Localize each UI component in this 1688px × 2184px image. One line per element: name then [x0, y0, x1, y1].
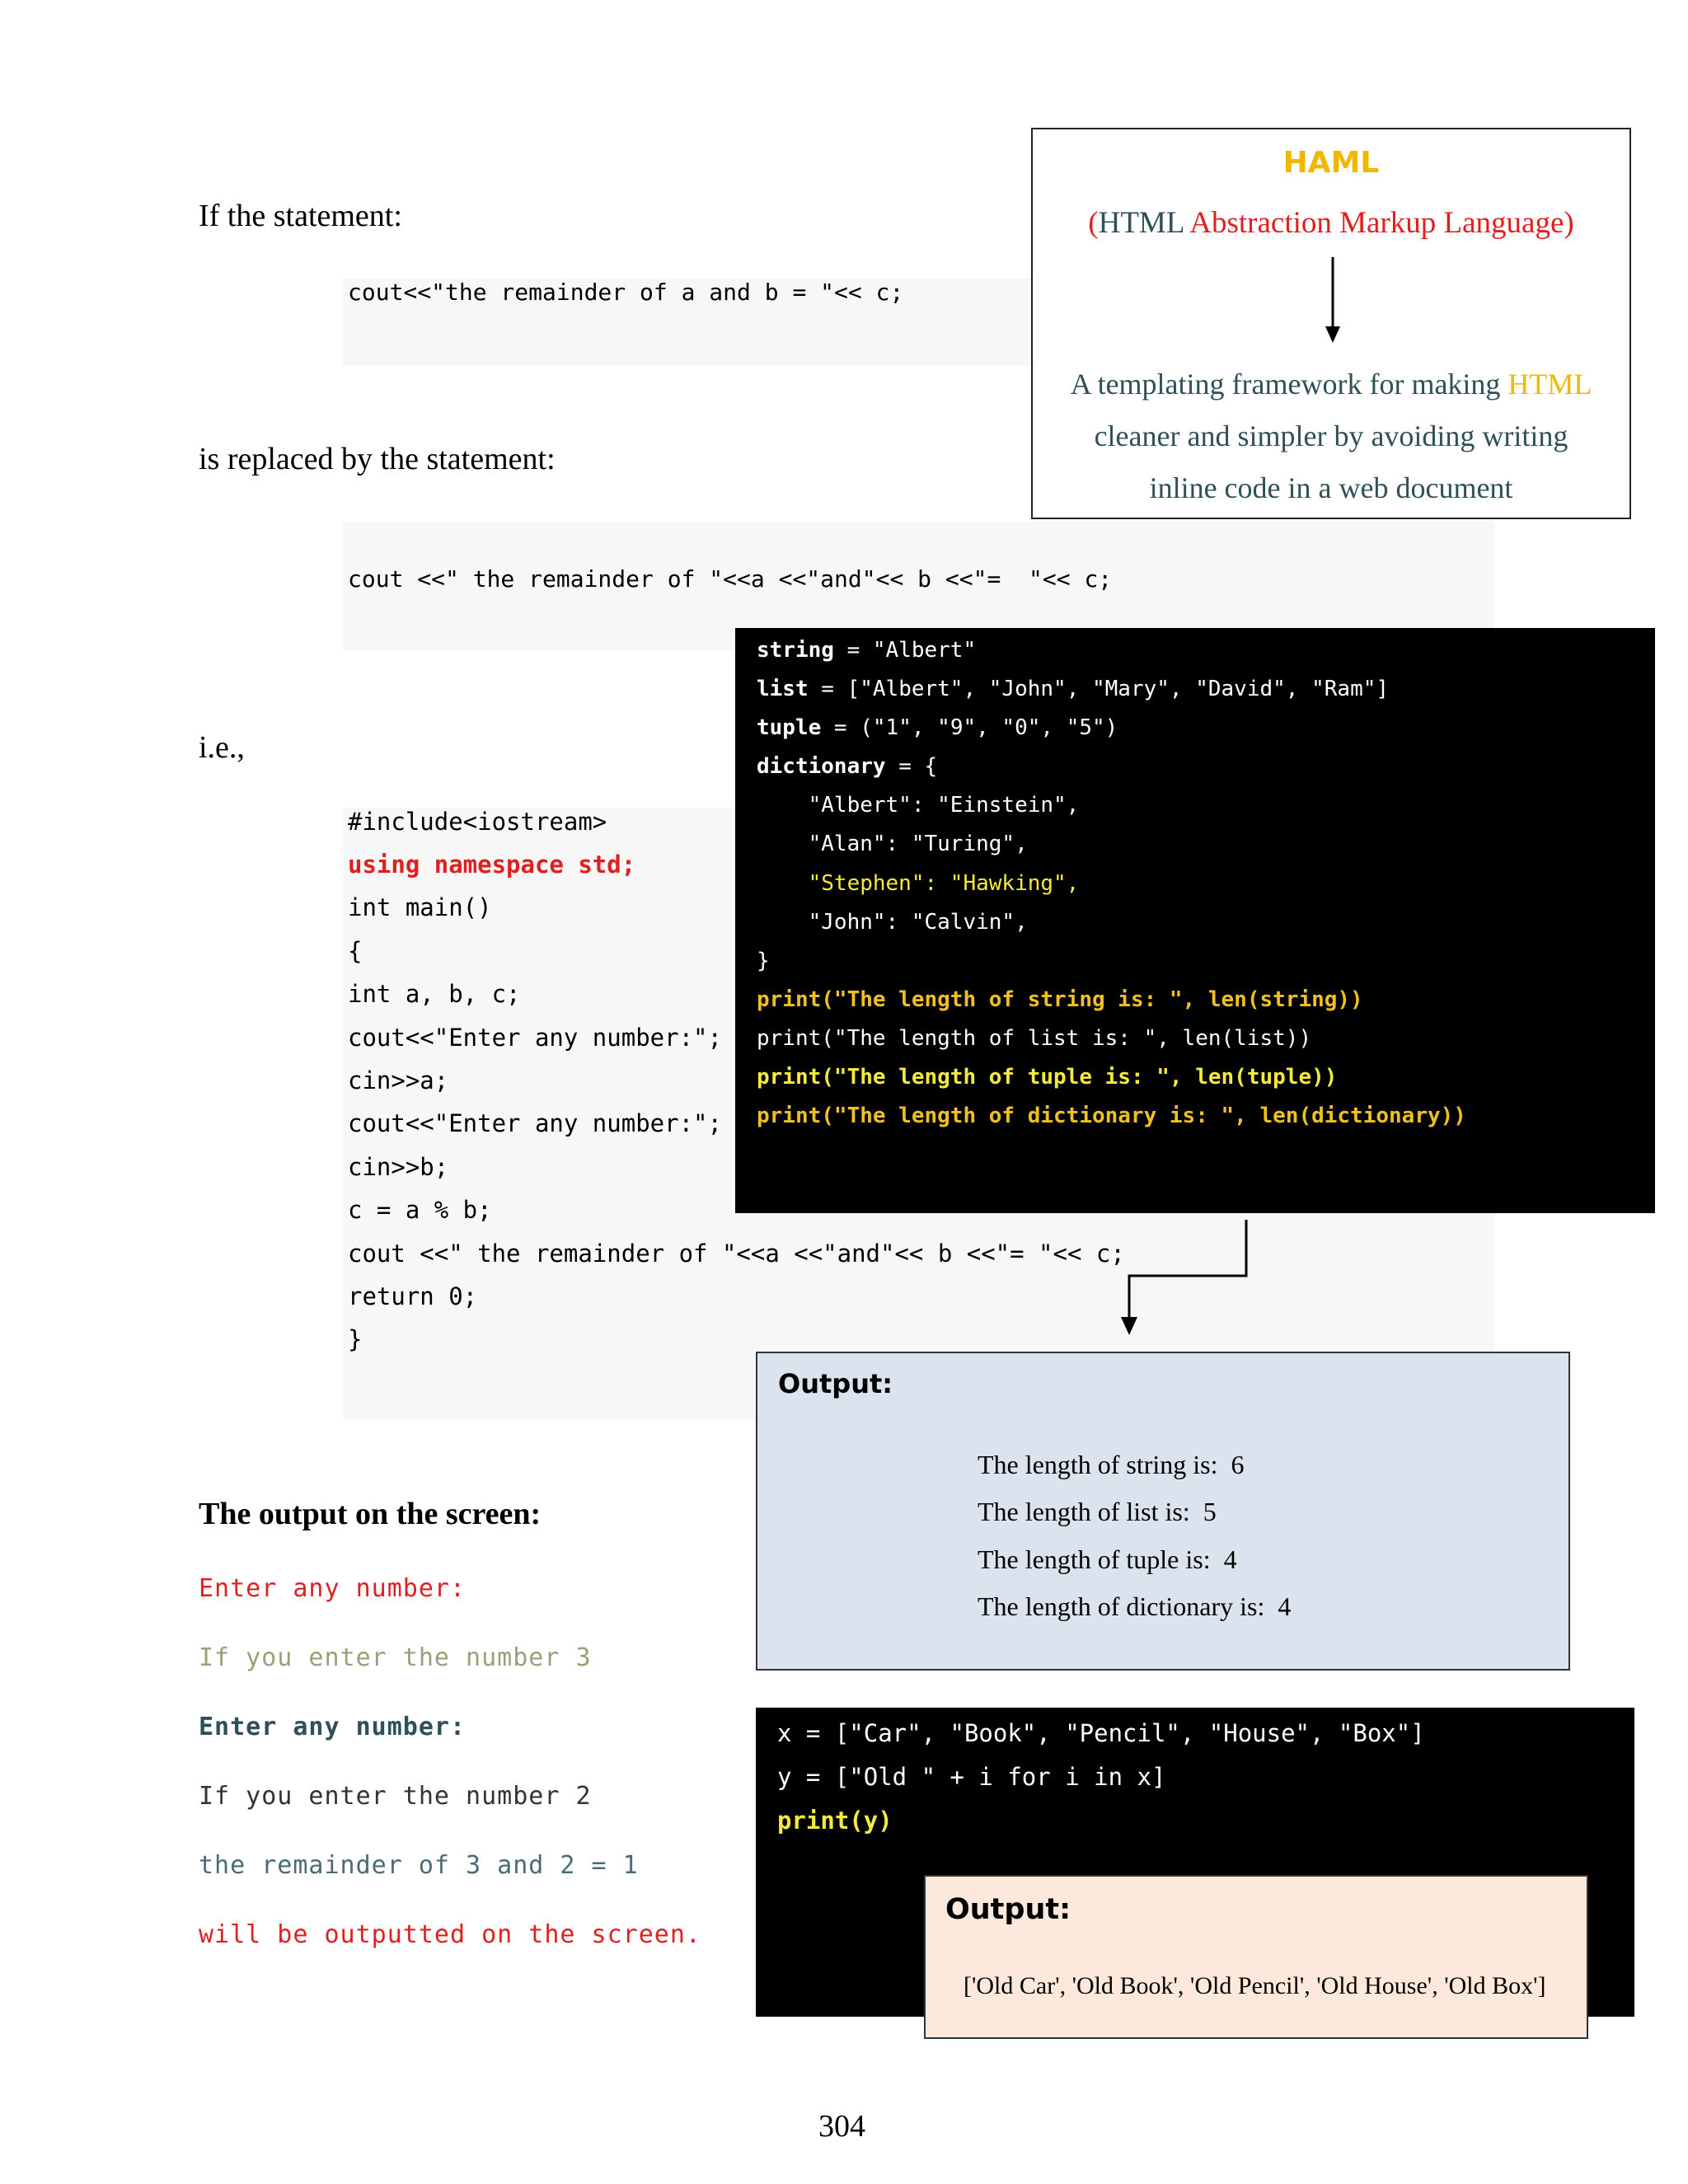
output-box-list — [924, 1875, 1588, 2039]
output-line: The length of dictionary is: 4 — [978, 1591, 1292, 1621]
screen-line: the remainder of 3 and 2 = 1 — [199, 1851, 639, 1880]
py-line: print("The length of dictionary is: ", len(dictionary)) — [757, 1104, 1466, 1128]
screen-line: Enter any number: — [199, 1713, 467, 1741]
haml-html-word: HTML — [1098, 206, 1184, 240]
py-line — [757, 715, 1118, 740]
screen-line: If you enter the number 2 — [199, 1782, 592, 1811]
cpp-line: cout<<"Enter any number:"; — [348, 1024, 722, 1052]
cpp-line: using namespace std; — [348, 851, 636, 879]
haml-title: HAML — [1282, 146, 1380, 180]
connector-arrow-icon — [1117, 1220, 1257, 1339]
output-line: The length of tuple is: 4 — [978, 1544, 1237, 1574]
output-line: The length of string is: 6 — [978, 1450, 1245, 1479]
haml-description — [1033, 359, 1629, 514]
cpp-line: { — [348, 937, 363, 965]
py-line: } — [757, 949, 770, 973]
screen-output-heading: The output on the screen: — [199, 1497, 542, 1531]
screen-line: Enter any number: — [199, 1574, 467, 1603]
py-line — [757, 677, 1389, 701]
py-line: "Albert": "Einstein", — [757, 793, 1080, 818]
haml-desc-line-2: cleaner and simpler by avoiding writing — [1094, 419, 1568, 452]
haml-desc-line-3: inline code in a web document — [1149, 471, 1513, 504]
py-line: print("The length of list is: ", len(list)) — [757, 1026, 1312, 1051]
py-keyword: dictionary — [757, 754, 886, 779]
py-keyword: list — [757, 677, 809, 701]
cpp-line: int a, b, c; — [348, 980, 521, 1008]
py-text: = "Albert" — [833, 638, 977, 663]
cpp-line: cin>>a; — [348, 1066, 449, 1094]
py-text: = ["Albert", "John", "Mary", "David", "Ram"] — [808, 677, 1390, 701]
code-original: cout<<"the remainder of a and b = "<< c; — [348, 279, 904, 306]
cpp-line: return 0; — [348, 1282, 478, 1310]
screen-line: If you enter the number 3 — [199, 1643, 592, 1672]
py-line: "John": "Calvin", — [757, 910, 1028, 935]
cpp-line: c = a % b; — [348, 1196, 492, 1224]
py-line — [757, 754, 937, 779]
haml-desc-html-word: HTML — [1507, 368, 1592, 401]
if-statement-text: If the statement: — [199, 199, 402, 233]
code-replacement: cout <<" the remainder of "<<a <<"and"<< b <<"= "<< c; — [348, 565, 1113, 593]
py-text: = { — [885, 754, 938, 779]
cpp-line: cout <<" the remainder of "<<a <<"and"<< b <<"= "<< c; — [348, 1240, 1125, 1268]
py-line: print("The length of string is: ", len(string)) — [757, 987, 1363, 1012]
py-line — [757, 638, 976, 663]
py-text: = ("1", "9", "0", "5") — [821, 715, 1118, 740]
haml-desc-line-1-text: A templating framework for making — [1070, 368, 1508, 401]
haml-definition-box — [1031, 128, 1631, 519]
cpp-line: } — [348, 1325, 363, 1353]
output-label: Output: — [945, 1893, 1071, 1926]
py-line: "Stephen": "Hawking", — [757, 871, 1080, 896]
output-value: ['Old Car', 'Old Book', 'Old Pencil', 'Old House', 'Old Box'] — [964, 1972, 1546, 1999]
haml-paren-open: ( — [1088, 206, 1099, 240]
screen-line: will be outputted on the screen. — [199, 1920, 701, 1949]
code-block-original — [343, 279, 1068, 365]
python-code-block — [735, 628, 1655, 1213]
cpp-line: cout<<"Enter any number:"; — [348, 1109, 722, 1137]
py2-line: print(y) — [777, 1807, 893, 1835]
py-line: print("The length of tuple is: ", len(tuple)) — [757, 1065, 1338, 1090]
output-box-lengths — [756, 1352, 1570, 1671]
haml-expansion — [1033, 205, 1629, 241]
cpp-line: cin>>b; — [348, 1153, 449, 1181]
down-arrow-icon — [1323, 257, 1343, 344]
py2-line: x = ["Car", "Book", "Pencil", "House", "Box"] — [777, 1719, 1425, 1747]
haml-desc-line-1 — [1033, 359, 1629, 410]
page-number: 304 — [818, 2109, 865, 2144]
ie-text: i.e., — [199, 730, 245, 765]
py-keyword: string — [757, 638, 834, 663]
py2-line: y = ["Old " + i for i in x] — [777, 1763, 1166, 1791]
py-line: "Alan": "Turing", — [757, 832, 1028, 856]
output-label: Output: — [778, 1368, 893, 1399]
output-line: The length of list is: 5 — [978, 1497, 1217, 1526]
replaced-by-text: is replaced by the statement: — [199, 442, 556, 476]
cpp-line: #include<iostream> — [348, 808, 607, 836]
haml-rest: Abstraction Markup Language) — [1184, 206, 1574, 240]
py-keyword: tuple — [757, 715, 822, 740]
cpp-line: int main() — [348, 893, 492, 921]
